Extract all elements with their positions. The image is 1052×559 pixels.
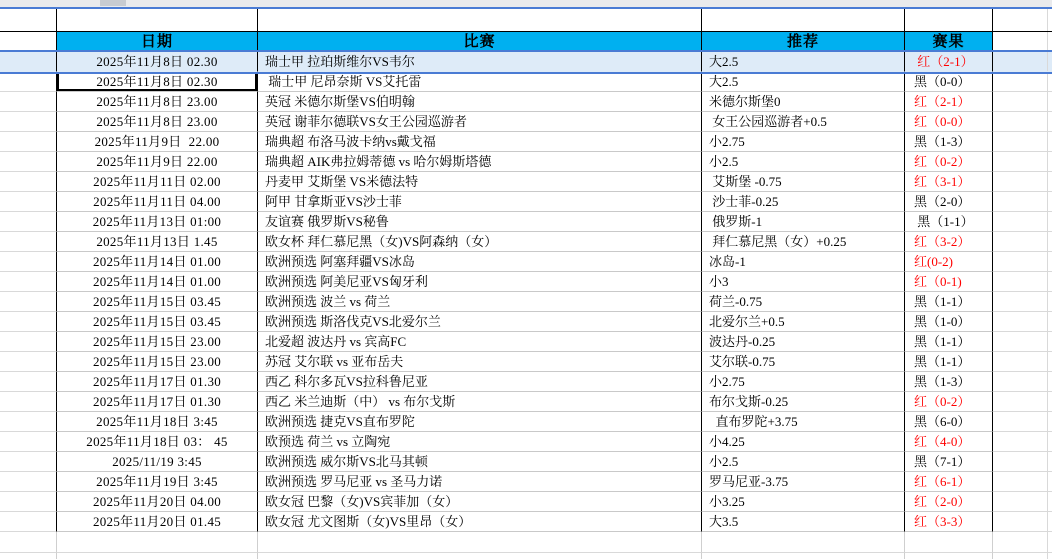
cell-date[interactable]: 2025年11月9日 22.00 — [57, 152, 258, 172]
cell-pick[interactable]: 罗马尼亚-3.75 — [702, 472, 905, 492]
cell-match[interactable]: 瑞士甲 尼昂奈斯 VS艾托雷 — [258, 72, 702, 92]
table-row — [0, 92, 1052, 112]
cell-result[interactable]: 黑（2-0） — [905, 192, 993, 212]
cell-match[interactable]: 英冠 谢菲尔德联VS女王公园巡游者 — [258, 112, 702, 132]
cell-date[interactable]: 2025年11月19日 3:45 — [57, 472, 258, 492]
header-cell-match[interactable]: 比赛 — [258, 32, 702, 53]
header-cell-date[interactable]: 日期 — [57, 32, 258, 53]
cell-result[interactable]: 红（2-0） — [905, 492, 993, 512]
margin-cell — [0, 132, 57, 152]
cell-date[interactable]: 2025年11月8日 02.30 — [57, 72, 258, 92]
margin-cell — [0, 452, 57, 472]
cell-result[interactable]: 红（0-2） — [905, 152, 993, 172]
empty-cell-match[interactable] — [258, 9, 702, 31]
table-row — [0, 112, 1052, 132]
table-row — [0, 172, 1052, 192]
cell-match[interactable]: 欧洲预选 波兰 vs 荷兰 — [258, 292, 702, 312]
empty-cell-pick[interactable] — [702, 9, 905, 31]
cell-match[interactable]: 欧女杯 拜仁慕尼黑（女)VS阿森纳（女） — [258, 232, 702, 252]
row-tail — [993, 432, 1052, 452]
table-row — [0, 152, 1052, 172]
blank-row — [0, 532, 1052, 553]
table-row — [0, 52, 1052, 72]
margin-cell — [0, 412, 57, 432]
cell-pick[interactable]: 波达丹-0.25 — [702, 332, 905, 352]
empty-row-above-header — [0, 9, 1052, 31]
cell-match[interactable]: 欧洲预选 阿塞拜疆VS冰岛 — [258, 252, 702, 272]
table-row — [0, 412, 1052, 432]
margin-cell — [0, 72, 57, 92]
cell-date[interactable]: 2025年11月9日 22.00 — [57, 132, 258, 152]
row-tail — [993, 352, 1052, 372]
margin-cell — [0, 312, 57, 332]
cell-result[interactable]: 红（3-1） — [905, 172, 993, 192]
cell-match[interactable]: 欧预选 荷兰 vs 立陶宛 — [258, 432, 702, 452]
cell-result[interactable]: 红（2-1） — [905, 52, 993, 72]
table-body — [0, 52, 1052, 532]
cell-match[interactable]: 英冠 米德尔斯堡VS伯明翰 — [258, 92, 702, 112]
empty-cell-date[interactable] — [57, 9, 258, 31]
cell-pick[interactable]: 大2.5 — [702, 52, 905, 72]
cell-result[interactable]: 黑（1-1） — [905, 292, 993, 312]
cell-match[interactable]: 欧女冠 巴黎（女)VS宾菲加（女） — [258, 492, 702, 512]
header-cell-result[interactable]: 赛果 — [905, 32, 993, 53]
cell-pick[interactable]: 米德尔斯堡0 — [702, 92, 905, 112]
table-row — [0, 252, 1052, 272]
cell-date[interactable]: 2025年11月15日 03.45 — [57, 292, 258, 312]
cell-pick[interactable]: 小2.75 — [702, 372, 905, 392]
cell-date[interactable]: 2025年11月8日 02.30 — [57, 52, 258, 72]
row-tail — [993, 472, 1052, 492]
table-row — [0, 332, 1052, 352]
cell-result[interactable]: 黑（1-1） — [905, 352, 993, 372]
margin-cell[interactable] — [0, 553, 57, 559]
cell-date[interactable]: 2025/11/19 3:45 — [57, 452, 258, 472]
cell-match[interactable]: 欧洲预选 阿美尼亚VS匈牙利 — [258, 272, 702, 292]
margin-cell — [0, 112, 57, 132]
cell-result[interactable]: 红（4-0） — [905, 432, 993, 452]
margin-cell — [0, 92, 57, 112]
cell-result[interactable]: 红（2-1） — [905, 92, 993, 112]
row-tail — [993, 32, 1052, 53]
cell-date[interactable]: 2025年11月15日 23.00 — [57, 352, 258, 372]
cell-result[interactable]: 红（3-2） — [905, 232, 993, 252]
table-row — [0, 212, 1052, 232]
cell-date[interactable]: 2025年11月14日 01.00 — [57, 272, 258, 292]
cell-pick[interactable]: 小3 — [702, 272, 905, 292]
row-tail — [993, 72, 1052, 92]
row-tail — [993, 92, 1052, 112]
cell-date[interactable]: 2025年11月14日 01.00 — [57, 252, 258, 272]
cell-date[interactable]: 2025年11月8日 23.00 — [57, 112, 258, 132]
row-tail — [993, 553, 1052, 559]
cell-result[interactable]: 黑（7-1） — [905, 452, 993, 472]
margin-cell — [0, 192, 57, 212]
row-tail — [993, 212, 1052, 232]
row-tail — [993, 372, 1052, 392]
cell-match[interactable]: 丹麦甲 艾斯堡 VS米德法特 — [258, 172, 702, 192]
cell-result[interactable]: 红（0-0） — [905, 112, 993, 132]
cell-date[interactable]: 2025年11月8日 23.00 — [57, 92, 258, 112]
margin-cell[interactable] — [0, 9, 57, 31]
row-tail — [993, 272, 1052, 292]
cell-date[interactable]: 2025年11月15日 03.45 — [57, 312, 258, 332]
cell-match[interactable]: 阿甲 甘拿斯亚VS沙士菲 — [258, 192, 702, 212]
header-cell-pick[interactable]: 推荐 — [702, 32, 905, 53]
column-grip-tick — [100, 0, 126, 6]
empty-cell[interactable] — [258, 532, 702, 553]
margin-cell — [0, 272, 57, 292]
cell-pick[interactable]: 大2.5 — [702, 72, 905, 92]
cell-result[interactable]: 红（3-3） — [905, 512, 993, 532]
cell-pick[interactable]: 艾尔联-0.75 — [702, 352, 905, 372]
cell-match[interactable]: 欧洲预选 捷克VS直布罗陀 — [258, 412, 702, 432]
cell-pick[interactable]: 小2.5 — [702, 452, 905, 472]
row-tail — [993, 172, 1052, 192]
table-row — [0, 452, 1052, 472]
row-tail — [993, 292, 1052, 312]
cell-result[interactable]: 黑（1-1） — [905, 332, 993, 352]
cell-pick[interactable]: 大3.5 — [702, 512, 905, 532]
margin-cell — [0, 512, 57, 532]
cell-pick[interactable]: 沙士菲-0.25 — [702, 192, 905, 212]
blank-row — [0, 553, 1052, 559]
cell-match[interactable]: 西乙 科尔多瓦VS拉科鲁尼亚 — [258, 372, 702, 392]
row-tail — [993, 312, 1052, 332]
cell-match[interactable]: 欧洲预选 威尔斯VS北马其顿 — [258, 452, 702, 472]
margin-cell — [0, 232, 57, 252]
empty-cell[interactable] — [57, 553, 258, 559]
cell-pick[interactable]: 小2.75 — [702, 132, 905, 152]
margin-cell — [0, 172, 57, 192]
row-tail — [993, 512, 1052, 532]
cell-pick[interactable]: 北爱尔兰+0.5 — [702, 312, 905, 332]
table-header-row — [0, 31, 1052, 52]
cell-date[interactable]: 2025年11月18日 3:45 — [57, 412, 258, 432]
margin-cell — [0, 32, 57, 53]
row-tail — [993, 132, 1052, 152]
cell-pick[interactable]: 荷兰-0.75 — [702, 292, 905, 312]
cell-pick[interactable]: 冰岛-1 — [702, 252, 905, 272]
row-tail — [993, 532, 1052, 553]
margin-cell — [0, 332, 57, 352]
row-tail — [993, 192, 1052, 212]
cell-result[interactable]: 黑（1-3） — [905, 132, 993, 152]
cell-date[interactable]: 2025年11月20日 01.45 — [57, 512, 258, 532]
cell-match[interactable]: 欧女冠 尤文图斯（女)VS里昂（女） — [258, 512, 702, 532]
row-tail — [993, 152, 1052, 172]
cell-pick[interactable]: 小2.5 — [702, 152, 905, 172]
cell-date[interactable]: 2025年11月15日 23.00 — [57, 332, 258, 352]
empty-cell-result[interactable] — [905, 9, 993, 31]
cell-date[interactable]: 2025年11月18日 03： 45 — [57, 432, 258, 452]
cell-match[interactable]: 瑞士甲 拉珀斯维尔VS韦尔 — [258, 52, 702, 72]
cell-result[interactable]: 红(0-2) — [905, 252, 993, 272]
margin-cell — [0, 472, 57, 492]
table-row — [0, 372, 1052, 392]
table-row — [0, 432, 1052, 452]
row-tail — [993, 252, 1052, 272]
empty-cell[interactable] — [905, 553, 993, 559]
margin-cell — [0, 492, 57, 512]
cell-match[interactable]: 北爱超 波达丹 vs 宾高FC — [258, 332, 702, 352]
row-tail — [993, 112, 1052, 132]
cell-pick[interactable]: 俄罗斯-1 — [702, 212, 905, 232]
cell-date[interactable]: 2025年11月11日 02.00 — [57, 172, 258, 192]
cell-date[interactable]: 2025年11月17日 01.30 — [57, 392, 258, 412]
empty-cell[interactable] — [702, 532, 905, 553]
empty-cell[interactable] — [258, 553, 702, 559]
cell-pick[interactable]: 艾斯堡 -0.75 — [702, 172, 905, 192]
margin-cell — [0, 352, 57, 372]
margin-cell — [0, 292, 57, 312]
cell-result[interactable]: 红（0-1) — [905, 272, 993, 292]
row-tail — [993, 452, 1052, 472]
table-row — [0, 232, 1052, 252]
top-strip — [0, 0, 1052, 7]
cell-date[interactable]: 2025年11月17日 01.30 — [57, 372, 258, 392]
row-tail — [993, 52, 1052, 72]
margin-cell — [0, 432, 57, 452]
cell-pick[interactable]: 直布罗陀+3.75 — [702, 412, 905, 432]
table-row — [0, 312, 1052, 332]
cell-result[interactable]: 黑（1-0） — [905, 312, 993, 332]
cell-match[interactable]: 西乙 米兰迪斯（中） vs 布尔戈斯 — [258, 392, 702, 412]
cell-match[interactable]: 欧洲预选 斯洛伐克VS北爱尔兰 — [258, 312, 702, 332]
cell-match[interactable]: 瑞典超 AIK弗拉姆蒂德 vs 哈尔姆斯塔德 — [258, 152, 702, 172]
table-row — [0, 292, 1052, 312]
margin-cell[interactable] — [0, 532, 57, 553]
cell-pick[interactable]: 女王公园巡游者+0.5 — [702, 112, 905, 132]
cell-pick[interactable]: 小3.25 — [702, 492, 905, 512]
cell-pick[interactable]: 布尔戈斯-0.25 — [702, 392, 905, 412]
cell-match[interactable]: 欧洲预选 罗马尼亚 vs 圣马力诺 — [258, 472, 702, 492]
cell-result[interactable]: 黑（1-3） — [905, 372, 993, 392]
row-tail — [993, 232, 1052, 252]
margin-cell — [0, 52, 57, 72]
cell-date[interactable]: 2025年11月13日 01:00 — [57, 212, 258, 232]
table-row — [0, 192, 1052, 212]
empty-cell[interactable] — [702, 553, 905, 559]
cell-match[interactable]: 瑞典超 布洛马波卡纳vs戴戈福 — [258, 132, 702, 152]
margin-cell — [0, 372, 57, 392]
table-row — [0, 472, 1052, 492]
margin-cell — [0, 212, 57, 232]
cell-date[interactable]: 2025年11月20日 04.00 — [57, 492, 258, 512]
table-row — [0, 272, 1052, 292]
cell-result[interactable]: 红（6-1） — [905, 472, 993, 492]
table-row — [0, 512, 1052, 532]
cell-match[interactable]: 友谊赛 俄罗斯VS秘鲁 — [258, 212, 702, 232]
cell-result[interactable]: 黑（6-0） — [905, 412, 993, 432]
margin-cell — [0, 392, 57, 412]
row-tail — [993, 9, 1052, 31]
table-row — [0, 392, 1052, 412]
cell-date[interactable]: 2025年11月13日 1.45 — [57, 232, 258, 252]
row-tail — [993, 412, 1052, 432]
margin-cell — [0, 252, 57, 272]
cell-pick[interactable]: 小4.25 — [702, 432, 905, 452]
row-tail — [993, 332, 1052, 352]
cell-result[interactable]: 黑（1-1） — [905, 212, 993, 232]
cell-pick[interactable]: 拜仁慕尼黑（女）+0.25 — [702, 232, 905, 252]
row-tail — [993, 392, 1052, 412]
row-tail — [993, 492, 1052, 512]
margin-cell — [0, 152, 57, 172]
cell-date[interactable]: 2025年11月11日 04.00 — [57, 192, 258, 212]
table-row — [0, 352, 1052, 372]
table-row — [0, 492, 1052, 512]
empty-cell[interactable] — [905, 532, 993, 553]
cell-result[interactable]: 黑（0-0） — [905, 72, 993, 92]
cell-match[interactable]: 苏冠 艾尔联 vs 亚布岳夫 — [258, 352, 702, 372]
table-row — [0, 72, 1052, 92]
cell-result[interactable]: 红（0-2） — [905, 392, 993, 412]
table-row — [0, 132, 1052, 152]
empty-cell[interactable] — [57, 532, 258, 553]
